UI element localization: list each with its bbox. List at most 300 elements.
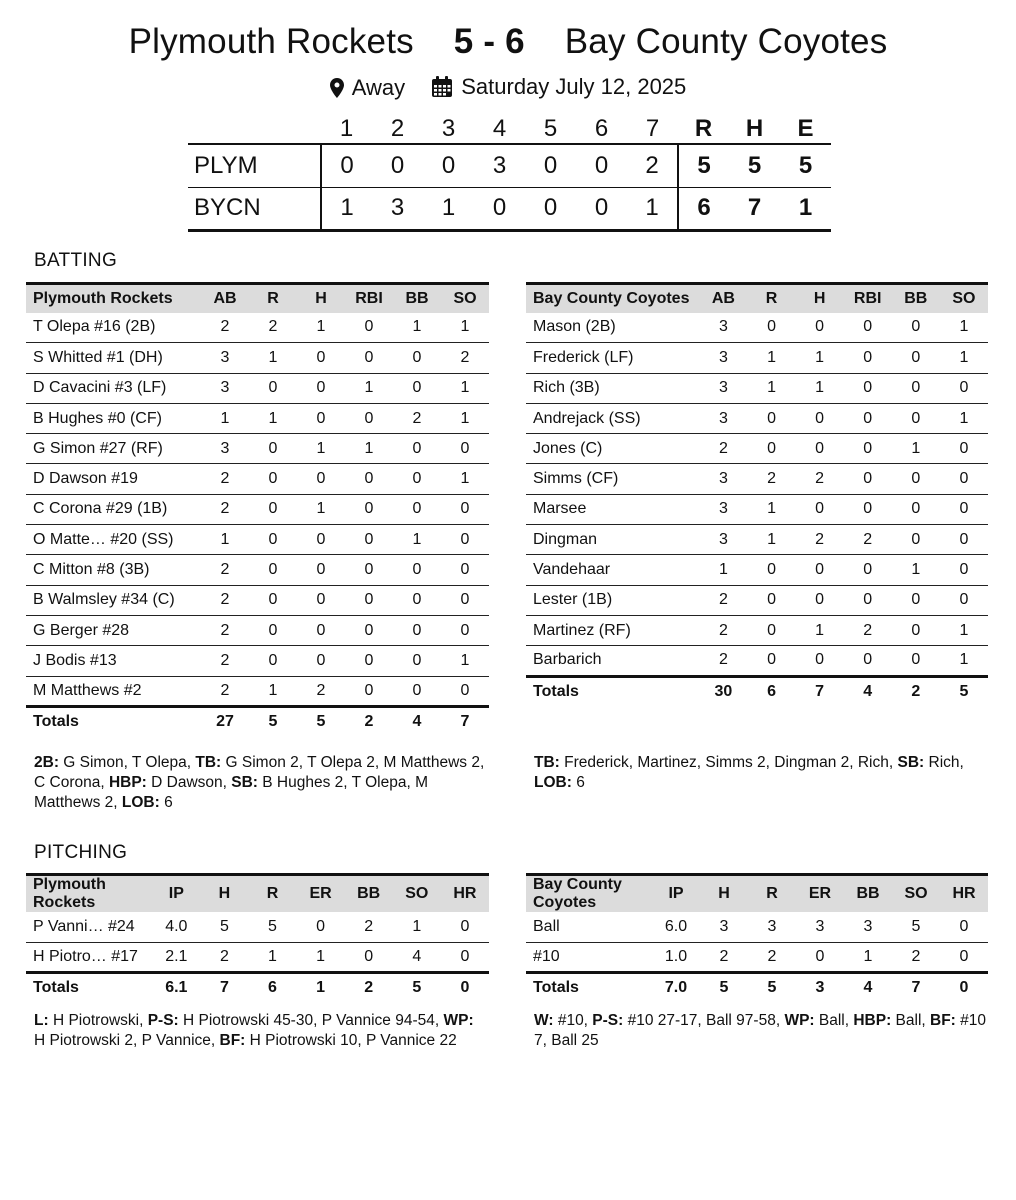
note-label: BF: [219,1032,246,1049]
totals-cell: 6 [268,979,277,997]
column-header: IP [152,875,200,913]
stat-cell: 0 [393,464,441,494]
player-name: P Vanni… #24 [26,912,152,942]
totals-cell: 5 [719,979,729,997]
table-row [526,615,988,645]
table-row [26,646,489,676]
inning-score: 3 [474,144,525,187]
linescore-header: 4 [492,114,507,142]
stat-cell: 2 [200,942,248,972]
stat-cell: 2 [700,942,748,972]
stat-cell: 1 [201,525,249,555]
game-header [0,22,1016,62]
note-text: G Simon, T Olepa, [58,754,196,771]
calendar-icon [431,76,453,98]
stat-cell: 0 [393,585,441,615]
stat-cell: 1 [249,403,297,433]
player-name: Simms (CF) [526,464,699,494]
column-header: SO [441,284,489,313]
inning-score: 0 [525,187,576,230]
player-name: Lester (1B) [526,585,699,615]
stat-cell: 4 [393,942,441,972]
note-text: 6 [571,774,585,791]
column-header: R [748,875,796,913]
linescore-table [188,114,831,232]
stat-cell: 6.0 [652,912,700,942]
table-row [526,464,988,494]
table-row [26,585,489,615]
column-header: H [700,875,748,913]
stat-cell: 0 [441,676,489,706]
stat-cell: 0 [297,525,345,555]
column-header: SO [393,875,441,913]
stat-cell: 0 [345,615,393,645]
totals-cell: 5 [959,682,969,700]
player-name: B Hughes #0 (CF) [26,403,201,433]
stat-cell: 0 [297,646,345,676]
note-label: HBP: [853,1012,892,1029]
inning-score: 0 [423,144,474,187]
player-name: D Dawson #19 [26,464,201,494]
stat-cell: 2 [201,464,249,494]
stat-cell: 3 [699,464,747,494]
table-row [26,313,489,343]
stat-cell: 1 [297,313,345,343]
table-row [526,912,988,942]
stat-cell: 0 [940,464,988,494]
note-label: BF: [930,1012,956,1029]
stat-cell: 0 [345,646,393,676]
column-header: SO [940,284,988,313]
table-row [26,464,489,494]
location-label: Away [351,75,406,100]
column-header: IP [652,875,700,913]
table-row [526,494,988,524]
stat-cell: 0 [844,373,892,403]
stat-cell: 1 [940,403,988,433]
stat-cell: 0 [249,494,297,524]
stat-cell: 0 [940,434,988,464]
stat-cell: 2 [393,403,441,433]
totals-cell: 30 [714,682,733,700]
player-name: Marsee [526,494,699,524]
player-name: B Walmsley #34 (C) [26,585,201,615]
stat-cell: 0 [393,343,441,373]
batting-table-home [26,282,489,737]
pitching-table-away [526,873,988,1003]
player-name: Martinez (RF) [526,615,699,645]
inning-score: 2 [627,144,678,187]
game-date: Saturday July 12, 2025 [461,74,687,99]
stat-cell: 0 [345,585,393,615]
stat-cell: 2 [844,525,892,555]
note-label: LOB: [121,794,160,811]
stat-cell: 3 [748,912,796,942]
stat-cell: 1 [345,373,393,403]
note-text: Frederick, Martinez, Simms 2, Dingman 2, Rich, [559,754,898,771]
totals-cell: 4 [863,682,873,700]
note-label: WP: [443,1012,474,1029]
stat-cell: 1 [249,343,297,373]
player-name: Jones (C) [526,434,699,464]
linescore-header: R [694,114,713,142]
note-text: #10 27-17, Ball 97-58, [623,1012,785,1029]
player-name: Andrejack (SS) [526,403,699,433]
note-text: #10, [553,1012,593,1029]
stat-cell: 0 [796,313,844,343]
totals-cell: 7 [219,979,229,997]
linescore-header: 5 [543,114,558,142]
stat-cell: 2 [201,646,249,676]
inning-score: 0 [576,144,627,187]
stat-cell: 0 [796,942,844,972]
batting-section-title: BATTING [34,250,118,271]
table-row [26,555,489,585]
stat-cell: 0 [892,343,940,373]
map-pin-icon [330,78,344,98]
stat-cell: 2.1 [152,942,200,972]
stat-cell: 0 [297,585,345,615]
stat-cell: 2 [297,676,345,706]
player-name: J Bodis #13 [26,646,201,676]
table-row [26,942,489,972]
stat-cell: 0 [441,525,489,555]
table-row [526,585,988,615]
player-name: Vandehaar [526,555,699,585]
pitching-section-title: PITCHING [34,842,128,863]
stat-cell: 3 [699,403,747,433]
totals-cell: 2 [364,979,374,997]
stat-cell: 0 [940,494,988,524]
totals-cell: 7.0 [664,979,688,997]
table-row [26,343,489,373]
stat-cell: 2 [748,942,796,972]
stat-cell: 1 [248,942,296,972]
stat-cell: 2 [796,525,844,555]
note-label: HBP: [108,774,147,791]
note-text: D Dawson, [146,774,232,791]
stat-cell: 3 [699,494,747,524]
stat-cell: 0 [844,343,892,373]
hits-total: 7 [729,187,780,230]
runs-total: 5 [678,144,729,187]
column-header: BB [844,875,892,913]
linescore-team: BYCN [188,187,321,230]
stat-cell: 0 [747,615,795,645]
player-name: S Whitted #1 (DH) [26,343,201,373]
stat-cell: 1 [297,494,345,524]
stat-cell: 0 [892,313,940,343]
note-text: H Piotrowski 10, P Vannice 22 [245,1032,457,1049]
stat-cell: 1 [297,434,345,464]
stat-cell: 0 [892,494,940,524]
stat-cell: 1 [747,373,795,403]
inning-score: 1 [627,187,678,230]
stat-cell: 0 [441,555,489,585]
stat-cell: 0 [393,434,441,464]
stat-cell: 3 [699,313,747,343]
stat-cell: 0 [441,615,489,645]
player-name: Mason (2B) [526,313,699,343]
stat-cell: 0 [844,403,892,433]
table-team-header: Plymouth Rockets [26,284,201,313]
table-team-header: Plymouth Rockets [26,875,152,913]
table-row [526,646,988,676]
stat-cell: 2 [201,313,249,343]
player-name: G Berger #28 [26,615,201,645]
inning-score: 0 [372,144,423,187]
stat-cell: 0 [345,942,393,972]
stat-cell: 0 [441,912,489,942]
linescore-header: 7 [645,114,660,142]
stat-cell: 0 [844,313,892,343]
table-row [26,525,489,555]
stat-cell: 1 [747,494,795,524]
stat-cell: 1 [844,942,892,972]
totals-label: Totals [33,979,79,997]
stat-cell: 1 [940,646,988,676]
stat-cell: 2 [699,585,747,615]
stat-cell: 0 [393,494,441,524]
totals-row [526,676,988,706]
stat-cell: 1 [441,646,489,676]
totals-cell: 6.1 [165,979,188,997]
player-name: Dingman [526,525,699,555]
stat-cell: 1 [441,373,489,403]
stat-cell: 1 [201,403,249,433]
totals-cell: 5 [316,713,326,731]
table-row [526,525,988,555]
totals-cell: 27 [216,713,234,731]
stat-cell: 0 [892,585,940,615]
note-label: P-S: [147,1012,179,1029]
stat-cell: 2 [892,942,940,972]
totals-cell: 5 [268,713,278,731]
pitching-notes-home [34,1011,489,1051]
stat-cell: 0 [345,494,393,524]
stat-cell: 2 [201,555,249,585]
column-header: ER [796,875,844,913]
note-text: H Piotrowski 45-30, P Vannice 94-54, [178,1012,444,1029]
linescore-header: H [745,114,764,142]
stat-cell: 2 [699,434,747,464]
column-header: BB [345,875,393,913]
final-score: 5 - 6 [453,22,525,61]
totals-cell: 2 [364,713,374,731]
note-text: Ball, [891,1012,930,1029]
inning-score: 0 [321,144,372,187]
stat-cell: 0 [747,555,795,585]
stat-cell: 0 [940,555,988,585]
note-text: H Piotrowski, [48,1012,148,1029]
table-row [526,373,988,403]
stat-cell: 0 [393,646,441,676]
stat-cell: 0 [441,434,489,464]
linescore-team: PLYM [188,144,321,187]
stat-cell: 2 [699,615,747,645]
stat-cell: 5 [248,912,296,942]
stat-cell: 1 [892,555,940,585]
stat-cell: 0 [297,464,345,494]
stat-cell: 2 [747,464,795,494]
stat-cell: 2 [201,615,249,645]
away-team-name: Bay County Coyotes [564,22,888,61]
player-name: Barbarich [526,646,699,676]
home-team-name: Plymouth Rockets [128,22,414,61]
stat-cell: 0 [345,343,393,373]
stat-cell: 0 [249,464,297,494]
stat-cell: 0 [940,525,988,555]
note-text: H Piotrowski 2, P Vannice, [34,1032,220,1049]
totals-cell: 7 [815,682,825,700]
stat-cell: 0 [249,434,297,464]
stat-cell: 0 [441,942,489,972]
stat-cell: 1 [940,615,988,645]
stat-cell: 0 [844,494,892,524]
stat-cell: 0 [747,646,795,676]
table-team-header: Bay County Coyotes [526,284,699,313]
stat-cell: 0 [345,313,393,343]
stat-cell: 3 [699,373,747,403]
stat-cell: 1 [940,313,988,343]
stat-cell: 1 [393,313,441,343]
pitching-table-home [26,873,489,1003]
game-meta [0,74,1016,104]
column-header: AB [201,284,249,313]
stat-cell: 3 [699,525,747,555]
totals-cell: 4 [863,979,873,997]
stat-cell: 1 [249,676,297,706]
stat-cell: 0 [796,646,844,676]
column-header: BB [393,284,441,313]
table-row [26,403,489,433]
stat-cell: 1.0 [652,942,700,972]
stat-cell: 0 [249,585,297,615]
stat-cell: 0 [747,403,795,433]
player-name: M Matthews #2 [26,676,201,706]
note-label: P-S: [592,1012,624,1029]
stat-cell: 2 [796,464,844,494]
stat-cell: 4.0 [152,912,200,942]
table-team-header: Bay County Coyotes [526,875,652,913]
column-header: R [747,284,795,313]
stat-cell: 1 [441,313,489,343]
stat-cell: 0 [892,615,940,645]
stat-cell: 0 [345,464,393,494]
column-header: SO [892,875,940,913]
column-header: HR [940,875,988,913]
stat-cell: 0 [393,555,441,585]
stat-cell: 0 [441,585,489,615]
stat-cell: 0 [844,555,892,585]
stat-cell: 0 [747,313,795,343]
stat-cell: 1 [747,343,795,373]
totals-row [26,973,489,1003]
stat-cell: 0 [297,373,345,403]
player-name: Frederick (LF) [526,343,699,373]
stat-cell: 0 [796,555,844,585]
table-row [526,942,988,972]
player-name: Rich (3B) [526,373,699,403]
stat-cell: 2 [844,615,892,645]
column-header: BB [892,284,940,313]
stat-cell: 1 [747,525,795,555]
stat-cell: 3 [700,912,748,942]
stat-cell: 1 [892,434,940,464]
stat-cell: 0 [345,525,393,555]
stat-cell: 0 [892,646,940,676]
stat-cell: 1 [699,555,747,585]
stat-cell: 0 [249,646,297,676]
stat-cell: 2 [345,912,393,942]
player-name: #10 [526,942,652,972]
note-text: 6 [159,794,173,811]
note-label: TB: [195,754,222,771]
stat-cell: 2 [249,313,297,343]
stat-cell: 1 [796,615,844,645]
inning-score: 0 [576,187,627,230]
linescore-header: 2 [390,114,405,142]
table-row [26,676,489,706]
errors-total: 1 [780,187,831,230]
stat-cell: 5 [200,912,248,942]
errors-total: 5 [780,144,831,187]
stat-cell: 1 [441,464,489,494]
stat-cell: 1 [796,373,844,403]
stat-cell: 0 [345,555,393,585]
player-name: O Matte… #20 (SS) [26,525,201,555]
linescore-row [188,144,831,187]
stat-cell: 2 [201,585,249,615]
stat-cell: 1 [345,434,393,464]
column-header: R [248,875,296,913]
stat-cell: 0 [844,464,892,494]
stat-cell: 0 [297,403,345,433]
column-header: ER [297,875,345,913]
note-label: SB: [897,754,925,771]
note-text: G Simon 2, T Olepa 2, M Matthews 2, C Corona, [34,754,485,791]
stat-cell: 0 [940,942,988,972]
stat-cell: 0 [940,585,988,615]
totals-label: Totals [533,979,579,997]
stat-cell: 0 [393,373,441,403]
stat-cell: 0 [393,676,441,706]
stat-cell: 0 [441,494,489,524]
note-text: Ball, [814,1012,854,1029]
stat-cell: 0 [844,434,892,464]
note-label: LOB: [534,774,572,791]
inning-score: 0 [474,187,525,230]
player-name: G Simon #27 (RF) [26,434,201,464]
totals-cell: 3 [815,979,825,997]
stat-cell: 0 [796,434,844,464]
stat-cell: 2 [201,676,249,706]
totals-label: Totals [33,713,79,731]
stat-cell: 0 [796,494,844,524]
stat-cell: 0 [892,525,940,555]
stat-cell: 0 [940,912,988,942]
stat-cell: 1 [796,343,844,373]
column-header: R [249,284,297,313]
table-row [526,434,988,464]
note-label: L: [34,1012,49,1029]
totals-cell: 5 [767,979,777,997]
totals-row [526,973,988,1003]
stat-cell: 1 [393,525,441,555]
stat-cell: 0 [892,403,940,433]
runs-total: 6 [678,187,729,230]
table-row [26,494,489,524]
